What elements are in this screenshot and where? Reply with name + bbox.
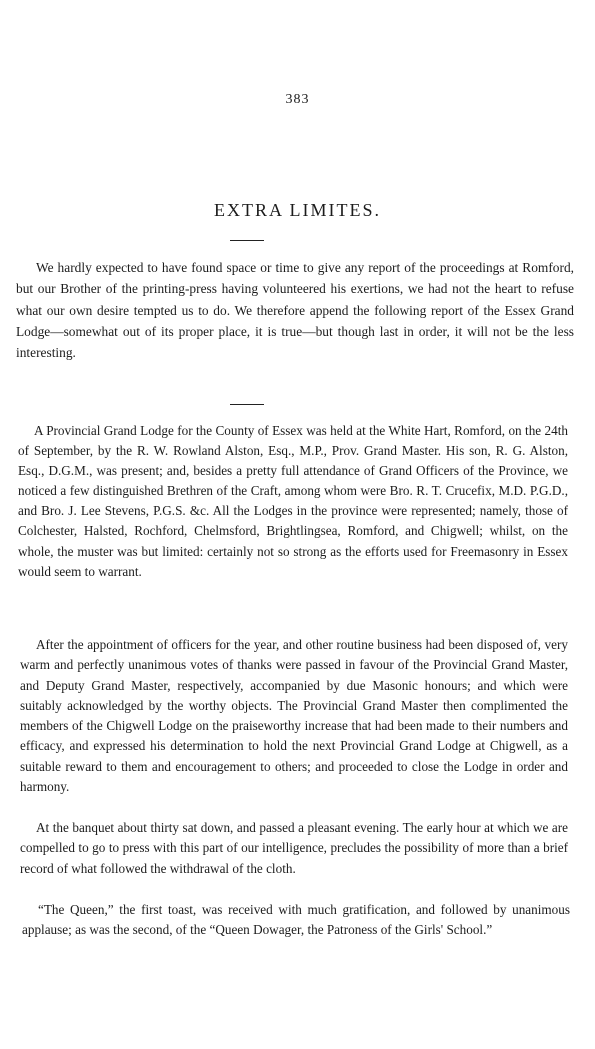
page-number: 383 bbox=[285, 92, 310, 107]
page-title: EXTRA LIMITES. bbox=[214, 200, 381, 220]
report-paragraph-3: At the banquet about thirty sat down, and passed a pleasant evening. The early hour at which we are compelled to go to press with this part of our intelligence, precludes the possibility of more than a brief record of what followed the withdrawal of the cloth. bbox=[20, 820, 568, 876]
report-paragraph-1: A Provincial Grand Lodge for the County of Essex was held at the White Hart, Romford, on the 24th of September, by the R. W. Rowland Alston, Esq., M.P., Prov. Grand Master. His son, R. G. Alston, Esq., D.G.M., was present; and, besides a pretty full attendance of Grand Officers of the Province, we noticed a few distinguished Brethren of the Craft, among whom were Bro. R. T. Crucefix, M.D. P.G.D., and Bro. J. Lee Stevens, P.G.S. &c. All the Lodges in the province were represented; namely, those of Colchester, Halsted, Rochford, Chelmsford, Brightlingsea, Romford, and Chigwell; whilst, on the whole, the muster was but limited: certainly not so strong as the efforts used for Freemasonry in Essex would seem to warrant. bbox=[18, 423, 568, 579]
report-paragraph-4: “The Queen,” the first toast, was received with much gratification, and followed by unanimous applause; as was the second, of the “Queen Dowager, the Patroness of the Girls' School.” bbox=[22, 902, 570, 938]
intro-paragraph: We hardly expected to have found space or time to give any report of the proceedings at Romford, but our Brother of the printing-press having volunteered his exertions, we had not the heart to refuse what our own desire tempted us to do. We therefore append the following report of the Essex Grand Lodge—somewhat out of its proper place, it is true—but though last in order, it will not be the less interesting. bbox=[16, 260, 574, 361]
section-rule bbox=[230, 404, 264, 405]
title-rule bbox=[230, 240, 264, 241]
report-paragraph-2: After the appointment of officers for the year, and other routine business had been disposed of, very warm and perfectly unanimous votes of thanks were passed in favour of the Provincial Grand Master, and Deputy Grand Master, respectively, accompanied by due Masonic honours; and which were suitably acknowledged by the worthy objects. The Provincial Grand Master then complimented the members of the Chigwell Lodge on the praiseworthy increase that had been made to their numbers and efficacy, and expressed his determination to hold the next Provincial Grand Lodge at Chigwell, as a suitable reward to them and encouragement to others; and proceeded to close the Lodge in order and harmony. bbox=[20, 637, 568, 795]
